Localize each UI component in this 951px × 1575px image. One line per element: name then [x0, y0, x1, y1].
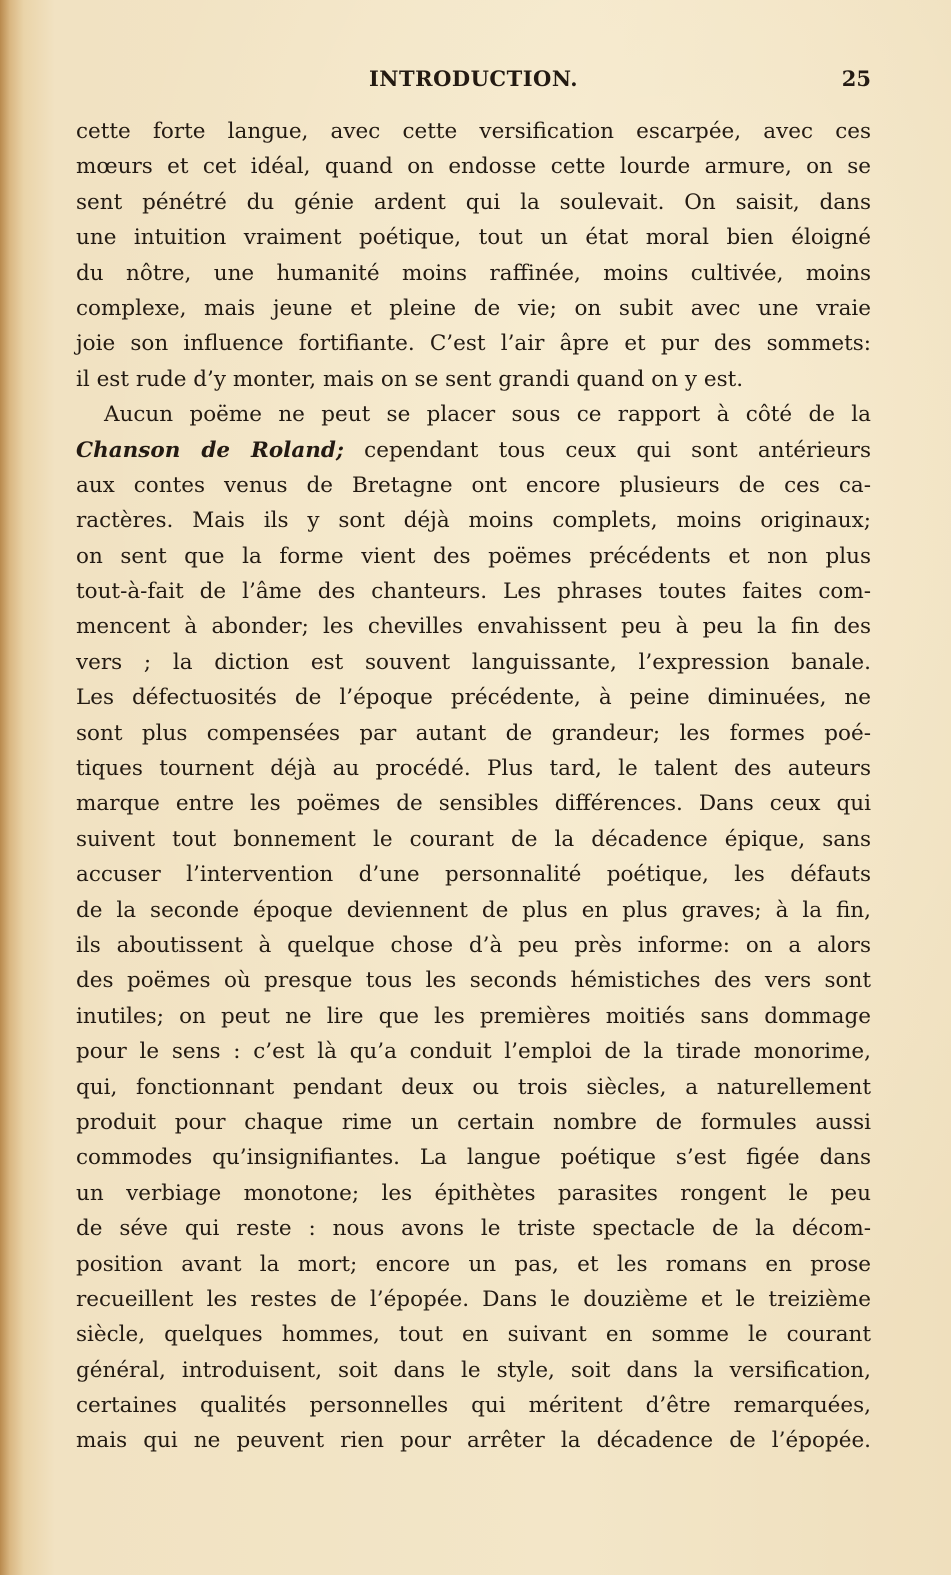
- text-line: marque entre les poëmes de sensibles différences. Dans ceux qui: [76, 791, 871, 817]
- text-line: produit pour chaque rime un certain nombre de formules aussi: [76, 1109, 871, 1135]
- text-line: une intuition vraiment poétique, tout un état moral bien éloigné: [76, 225, 871, 251]
- page-number: 25: [841, 66, 871, 91]
- text-line: mœurs et cet idéal, quand on endosse cette lourde armure, on se: [76, 154, 871, 180]
- text-line: tout-à-fait de l’âme des chanteurs. Les phrases toutes faites com-: [76, 579, 871, 605]
- text-line: mais qui ne peuvent rien pour arrêter la décadence de l’épopée.: [76, 1428, 871, 1454]
- text-line: un verbiage monotone; les épithètes parasites rongent le peu: [76, 1180, 871, 1206]
- text-line: on sent que la forme vient des poëmes précédents et non plus: [76, 543, 871, 569]
- text-line: aux contes venus de Bretagne ont encore plusieurs de ces ca-: [76, 472, 871, 498]
- text-line: du nôtre, une humanité moins raffinée, moins cultivée, moins: [76, 260, 871, 286]
- text-line: sont plus compensées par autant de grandeur; les formes poé-: [76, 720, 871, 746]
- text-line: sent pénétré du génie ardent qui la soulevait. On saisit, dans: [76, 189, 871, 215]
- text-line: de séve qui reste : nous avons le triste spectacle de la décom-: [76, 1216, 871, 1242]
- text-line: ractères. Mais ils y sont déjà moins complets, moins originaux;: [76, 508, 871, 534]
- text-line: vers ; la diction est souvent languissante, l’expression banale.: [76, 649, 871, 675]
- text-line: Les défectuosités de l’époque précédente, à peine diminuées, ne: [76, 685, 871, 711]
- text-line: position avant la mort; encore un pas, et les romans en prose: [76, 1251, 871, 1277]
- text-line-with-title: [76, 433, 871, 468]
- text-line: ils aboutissent à quelque chose d’à peu près informe: on a alors: [76, 932, 871, 958]
- text-line: des poëmes où presque tous les seconds hémistiches des vers sont: [76, 968, 871, 994]
- text-line: inutiles; on peut ne lire que les premières moitiés sans dommage: [76, 1003, 871, 1029]
- text-line: mencent à abonder; les chevilles envahissent peu à peu la fin des: [76, 614, 871, 640]
- text-line: Aucun poëme ne peut se placer sous ce rapport à côté de la: [104, 402, 871, 428]
- text-line: qui, fonctionnant pendant deux ou trois siècles, a naturellement: [76, 1074, 871, 1100]
- text-line: général, introduisent, soit dans le style, soit dans la versification,: [76, 1357, 871, 1383]
- text-line: pour le sens : c’est là qu’a conduit l’emploi de la tirade monorime,: [76, 1039, 871, 1065]
- text-line: suivent tout bonnement le courant de la décadence épique, sans: [76, 826, 871, 852]
- text-line: complexe, mais jeune et pleine de vie; on subit avec une vraie: [76, 295, 871, 321]
- work-title-italic: Chanson de Roland;: [76, 437, 344, 463]
- text-line: accuser l’intervention d’une personnalité poétique, les défauts: [76, 862, 871, 888]
- paragraph-1: [76, 114, 871, 397]
- paragraph-2: [76, 397, 871, 1459]
- text-span: cependant tous ceux qui sont antérieurs: [343, 437, 871, 463]
- text-line: certaines qualités personnelles qui méritent d’être remarquées,: [76, 1393, 871, 1419]
- text-line: il est rude d’y monter, mais on se sent grandi quand on y est.: [76, 366, 744, 392]
- text-line: joie son influence fortifiante. C’est l’air âpre et pur des sommets:: [76, 331, 871, 357]
- body-text: [76, 114, 871, 1459]
- text-line: commodes qu’insignifiantes. La langue poétique s’est figée dans: [76, 1145, 871, 1171]
- text-line: recueillent les restes de l’épopée. Dans le douzième et le treizième: [76, 1286, 871, 1312]
- page-header: [76, 62, 871, 96]
- text-line: cette forte langue, avec cette versification escarpée, avec ces: [76, 119, 871, 144]
- text-line: siècle, quelques hommes, tout en suivant en somme le courant: [76, 1322, 871, 1348]
- text-line: tiques tournent déjà au procédé. Plus tard, le talent des auteurs: [76, 756, 871, 782]
- running-title: INTRODUCTION.: [368, 66, 579, 91]
- text-line: de la seconde époque deviennent de plus en plus graves; à la fin,: [76, 897, 871, 923]
